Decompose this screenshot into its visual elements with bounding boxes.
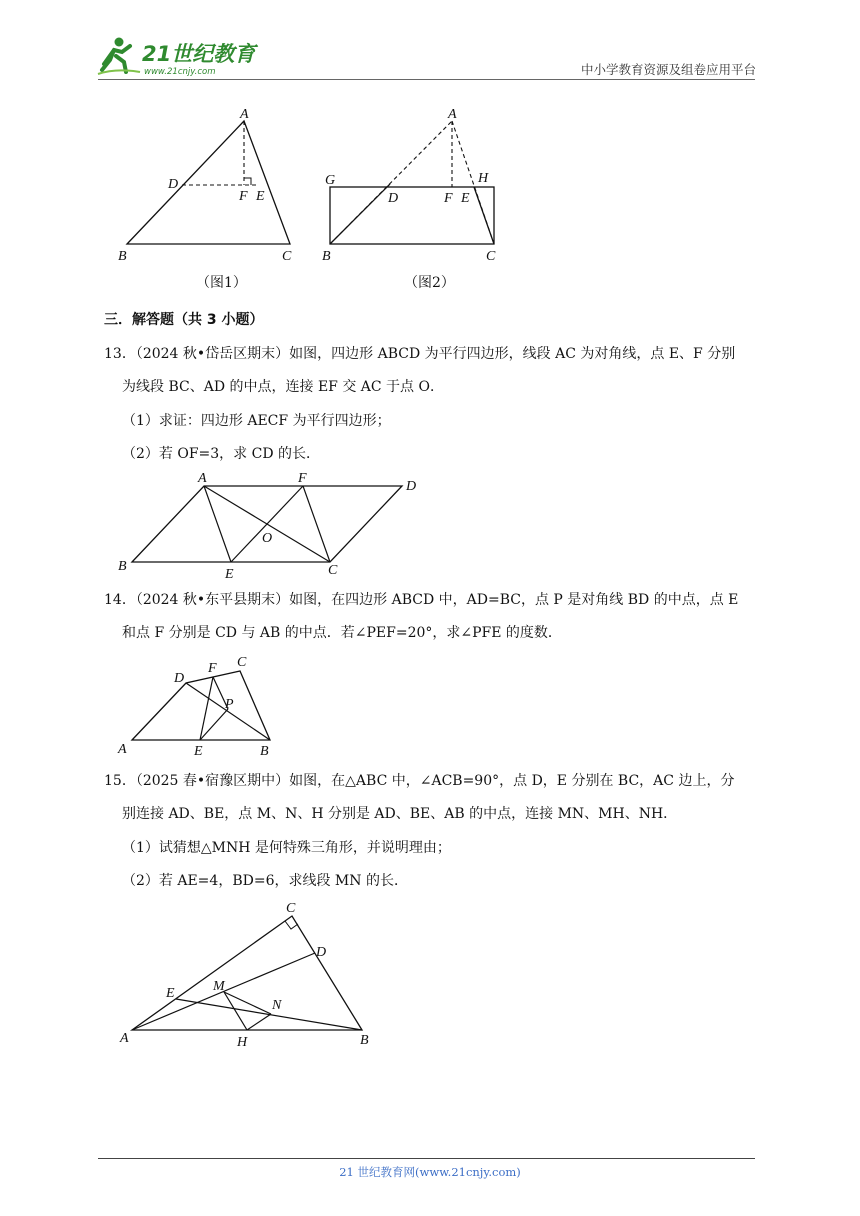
logo-url: www.21cnjy.com: [144, 67, 216, 77]
point-label: B: [118, 249, 127, 264]
header-platform-text: 中小学教育资源及组卷应用平台: [580, 62, 756, 77]
point-label: E: [194, 744, 203, 759]
point-label: N: [272, 998, 282, 1013]
point-label: E: [256, 189, 265, 204]
point-label: F: [298, 471, 307, 486]
q13-line1: 13．（2024 秋•岱岳区期末）如图，四边形 ABCD 为平行四边形，线段 AC 为对角线，点 E、F 分别: [104, 346, 736, 362]
point-label: H: [478, 171, 489, 186]
point-label: D: [406, 479, 417, 494]
q14-line2: 和点 F 分别是 CD 与 AB 的中点．若∠PEF=20°，求∠PFE 的度数．: [122, 625, 562, 641]
point-label: P: [225, 697, 234, 712]
point-label: E: [461, 191, 470, 206]
point-label: A: [240, 107, 249, 122]
q15-line1: 15．（2025 春•宿豫区期中）如图，在△ABC 中，∠ACB=90°，点 D，E 分别在 BC，AC 边上，分: [104, 773, 735, 789]
q13-sub1: （1）求证：四边形 AECF 为平行四边形；: [122, 413, 391, 429]
point-label: C: [237, 655, 247, 670]
q14-figure: [112, 652, 287, 760]
point-label: C: [486, 249, 496, 264]
point-label: D: [168, 177, 179, 192]
point-label: B: [118, 559, 127, 574]
q15-sub1: （1）试猜想△MNH 是何特殊三角形，并说明理由；: [122, 840, 451, 856]
q15-sub2: （2）若 AE=4，BD=6，求线段 MN 的长．: [122, 873, 408, 889]
point-label: F: [239, 189, 248, 204]
point-label: B: [322, 249, 331, 264]
figure-1: [110, 104, 310, 264]
point-label: E: [225, 567, 234, 582]
point-label: C: [286, 901, 296, 916]
header-divider: [98, 79, 755, 80]
footer-text: 21 世纪教育网(www.21cnjy.com): [339, 1165, 521, 1179]
section-title: 三．解答题（共 3 小题）: [104, 312, 264, 328]
point-label: A: [448, 107, 457, 122]
q13-sub2: （2）若 OF=3，求 CD 的长．: [122, 446, 321, 462]
point-label: E: [166, 986, 175, 1001]
point-label: F: [444, 191, 453, 206]
point-label: G: [325, 173, 336, 188]
q15-figure: [110, 896, 385, 1056]
point-label: C: [282, 249, 292, 264]
figure-2: [318, 104, 518, 264]
q13-line2: 为线段 BC、AD 的中点，连接 EF 交 AC 于点 O．: [122, 379, 444, 395]
point-label: F: [208, 661, 217, 676]
footer-divider: [98, 1158, 755, 1159]
q15-line2: 别连接 AD、BE，点 M、N、H 分别是 AD、BE、AB 的中点，连接 MN、MH、NH．: [122, 806, 678, 822]
point-label: H: [237, 1035, 248, 1050]
q14-line1: 14．（2024 秋•东平县期末）如图，在四边形 ABCD 中，AD=BC，点 P 是对角线 BD 的中点，点 E: [104, 592, 739, 608]
point-label: B: [260, 744, 269, 759]
site-logo: [96, 34, 266, 78]
logo-text: 21世纪教育: [142, 42, 256, 66]
point-label: D: [316, 945, 327, 960]
point-label: D: [388, 191, 399, 206]
point-label: A: [120, 1031, 129, 1046]
point-label: A: [118, 742, 127, 757]
point-label: A: [198, 471, 207, 486]
figure-2-caption: （图2）: [404, 275, 455, 291]
figure-1-caption: （图1）: [196, 275, 247, 291]
point-label: O: [262, 531, 273, 546]
point-label: M: [213, 979, 225, 994]
q13-figure: [112, 468, 432, 583]
point-label: B: [360, 1033, 369, 1048]
point-label: C: [328, 563, 338, 578]
point-label: D: [174, 671, 185, 686]
